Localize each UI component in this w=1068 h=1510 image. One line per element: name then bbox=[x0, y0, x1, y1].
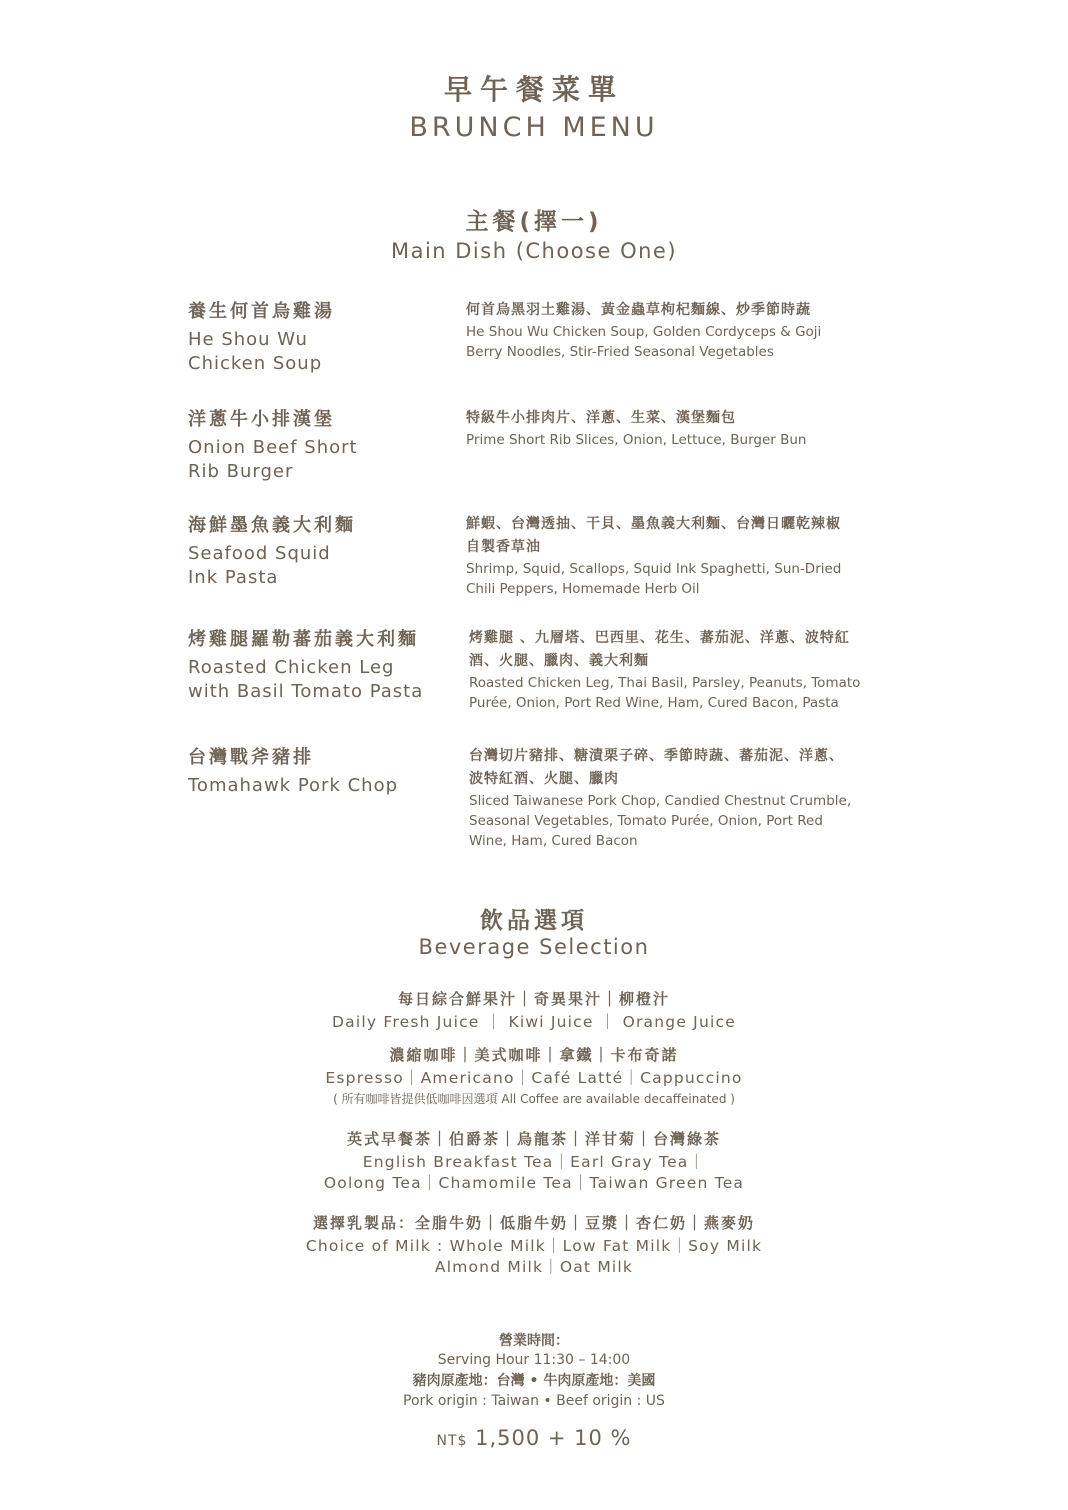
dish-desc-zh: 台灣切片豬排、糖漬栗子碎、季節時蔬、蕃茄泥、洋蔥、 bbox=[469, 748, 844, 764]
dish-desc-en: He Shou Wu Chicken Soup, Golden Cordyceps & Goji bbox=[466, 324, 822, 340]
dish-desc-en: Sliced Taiwanese Pork Chop, Candied Chestnut Crumble, bbox=[469, 793, 852, 809]
dish-name-zh: 洋蔥牛小排漢堡 bbox=[188, 409, 335, 430]
dish-name-en-line: Rib Burger bbox=[188, 461, 294, 482]
dish-desc-zh: 自製香草油 bbox=[466, 539, 541, 555]
dish-desc-zh: 鮮蝦、台灣透抽、干貝、墨魚義大利麵、台灣日曬乾辣椒 bbox=[466, 516, 841, 532]
juice-options-zh: 每日綜合鮮果汁｜奇異果汁｜柳橙汁 bbox=[397, 990, 670, 1008]
dish-name-en bbox=[188, 656, 463, 704]
meat-origin-zh: 豬肉原產地：台灣 • 牛肉原產地：美國 bbox=[412, 1373, 656, 1389]
serving-hours-zh: 營業時間： bbox=[499, 1333, 569, 1349]
main-section-title-en: Main Dish (Choose One) bbox=[390, 239, 678, 263]
dish-desc-zh: 特級牛小排肉片、洋蔥、生菜、漢堡麵包 bbox=[466, 410, 736, 426]
dish-name-en-line: Seafood Squid bbox=[188, 543, 331, 564]
tea-options-en: Oolong Tea｜Chamomile Tea｜Taiwan Green Tea bbox=[323, 1174, 745, 1192]
dish-name-en bbox=[188, 542, 448, 590]
dish-desc-en: Wine, Ham, Cured Bacon bbox=[469, 833, 638, 849]
dish-name-en-line: Ink Pasta bbox=[188, 567, 279, 588]
dish-name bbox=[188, 627, 463, 704]
dish-name-zh: 養生何首烏雞湯 bbox=[188, 301, 335, 322]
dish-description bbox=[466, 513, 886, 599]
price-currency: NT$ bbox=[436, 1433, 468, 1449]
dish-desc-en: Purée, Onion, Port Red Wine, Ham, Cured Bacon, Pasta bbox=[469, 695, 839, 711]
coffee-decaf-note: ( 所有咖啡皆提供低咖啡因選項 All Coffee are available decaffeinated ) bbox=[333, 1092, 735, 1106]
dish-desc-en: Roasted Chicken Leg, Thai Basil, Parsley, Peanuts, Tomato bbox=[469, 675, 861, 691]
dish-name-en-line: Roasted Chicken Leg bbox=[188, 657, 395, 678]
dish-name-en-line: Chicken Soup bbox=[188, 353, 323, 374]
dish-description bbox=[466, 299, 886, 362]
dish-name-zh: 台灣戰斧豬排 bbox=[188, 747, 314, 768]
dish-description bbox=[469, 745, 889, 851]
dish-name-zh: 烤雞腿羅勒蕃茄義大利麵 bbox=[188, 629, 419, 650]
dish-name bbox=[188, 513, 448, 590]
dish-name bbox=[188, 299, 448, 376]
beverage-section-title-zh: 飲品選項 bbox=[480, 908, 588, 934]
price-value: 1,500 + 10 % bbox=[475, 1426, 632, 1450]
dish-desc-zh: 烤雞腿 、九層塔、巴西里、花生、蕃茄泥、洋蔥、波特紅 bbox=[469, 630, 850, 646]
dish-desc-en: Shrimp, Squid, Scallops, Squid Ink Spaghetti, Sun-Dried bbox=[466, 561, 842, 577]
coffee-options-zh: 濃縮咖啡｜美式咖啡｜拿鐵｜卡布奇諾 bbox=[389, 1046, 679, 1064]
milk-options-en: Almond Milk｜Oat Milk bbox=[434, 1258, 634, 1276]
title-zh: 早午餐菜單 bbox=[443, 73, 624, 106]
dish-name-en-line: Onion Beef Short bbox=[188, 437, 358, 458]
dish-name-en-line: Tomahawk Pork Chop bbox=[188, 775, 399, 796]
tea-options-zh: 英式早餐茶｜伯爵茶｜烏龍茶｜洋甘菊｜台灣綠茶 bbox=[346, 1130, 721, 1148]
milk-options-zh: 選擇乳製品：全脂牛奶｜低脂牛奶｜豆漿｜杏仁奶｜燕麥奶 bbox=[312, 1214, 755, 1232]
price bbox=[0, 1426, 1068, 1450]
dish-desc-en: Seasonal Vegetables, Tomato Purée, Onion, Port Red bbox=[469, 813, 823, 829]
beverage-section-title-en: Beverage Selection bbox=[418, 935, 650, 959]
dish-name-en bbox=[188, 436, 448, 484]
dish-description bbox=[469, 627, 889, 713]
dish-description bbox=[466, 407, 886, 450]
milk-options-en: Choice of Milk : Whole Milk｜Low Fat Milk｜Soy Milk bbox=[305, 1237, 763, 1255]
dish-name-en bbox=[188, 328, 448, 376]
main-section-title-zh: 主餐(擇一) bbox=[465, 209, 603, 235]
dish-desc-en: Chili Peppers, Homemade Herb Oil bbox=[466, 581, 700, 597]
coffee-options-en: Espresso｜Americano｜Café Latté｜Cappuccino bbox=[325, 1069, 743, 1087]
dish-desc-zh: 酒、火腿、臘肉、義大利麵 bbox=[469, 653, 649, 669]
title-en: BRUNCH MENU bbox=[409, 112, 659, 143]
dish-name-en-line: with Basil Tomato Pasta bbox=[188, 681, 424, 702]
dish-name-en bbox=[188, 774, 448, 798]
dish-desc-en: Prime Short Rib Slices, Onion, Lettuce, Burger Bun bbox=[466, 432, 807, 448]
dish-desc-zh: 何首烏黑羽土雞湯、黃金蟲草枸杞麵線、炒季節時蔬 bbox=[466, 302, 811, 318]
juice-options-en: Daily Fresh Juice ｜ Kiwi Juice ｜ Orange Juice bbox=[332, 1013, 736, 1031]
dish-desc-en: Berry Noodles, Stir-Fried Seasonal Vegetables bbox=[466, 344, 774, 360]
dish-name bbox=[188, 745, 448, 798]
dish-name-zh: 海鮮墨魚義大利麵 bbox=[188, 515, 356, 536]
meat-origin-en: Pork origin : Taiwan • Beef origin : US bbox=[403, 1393, 665, 1409]
dish-name bbox=[188, 407, 448, 484]
tea-options-en: English Breakfast Tea｜Earl Gray Tea｜ bbox=[362, 1153, 706, 1171]
serving-hours-en: Serving Hour 11:30 – 14:00 bbox=[437, 1352, 631, 1368]
dish-desc-zh: 波特紅酒、火腿、臘肉 bbox=[469, 771, 619, 787]
dish-name-en-line: He Shou Wu bbox=[188, 329, 308, 350]
